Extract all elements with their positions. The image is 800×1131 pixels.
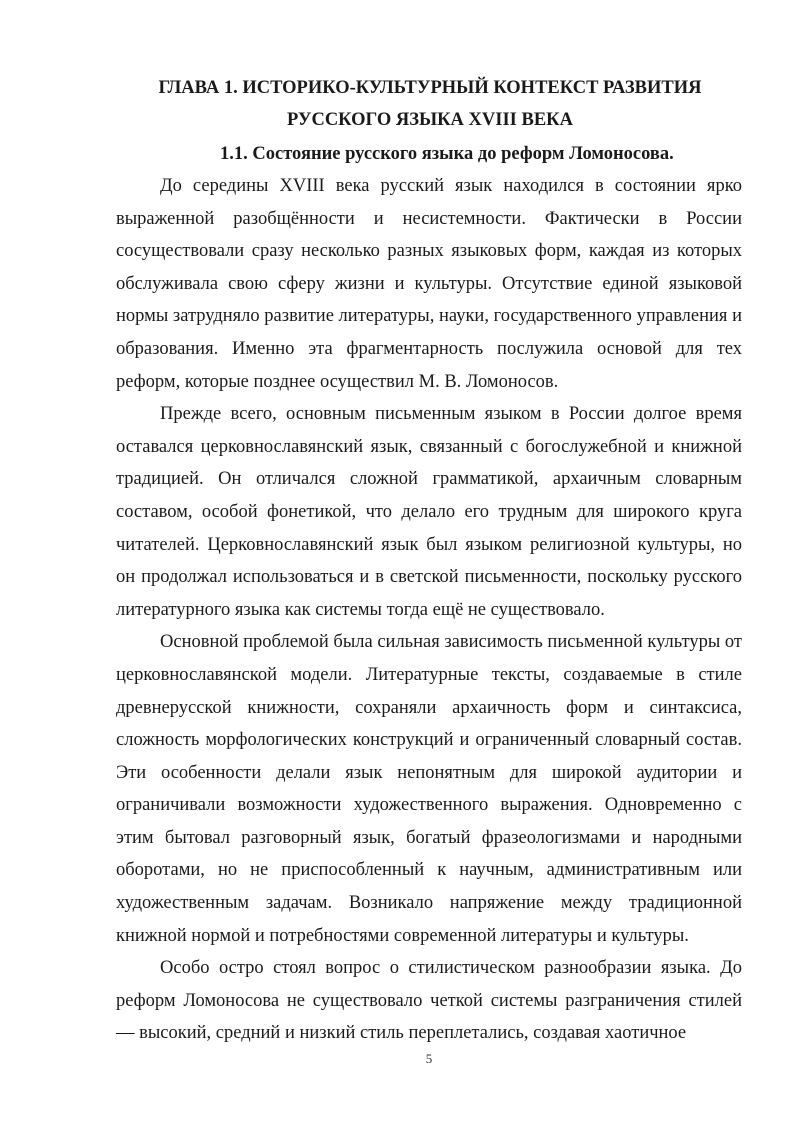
chapter-title-line-2: РУССКОГО ЯЗЫКА XVIII ВЕКА [287, 110, 573, 130]
paragraph-1: До середины XVIII века русский язык находился в состоянии ярко выраженной разобщённости и несистемности. Фактически в России сосуществовали сразу несколько разных языковых форм, каждая из которых обслуживала свою сферу жизни и культуры. Отсутствие единой языковой нормы затрудняло развитие литературы, науки, государственного управления и образования. Именно эта фрагментарность послужила основой для тех реформ, которые позднее осуществил М. В. Ломоносов. [116, 176, 742, 392]
paragraph-3: Основной проблемой была сильная зависимость письменной культуры от церковнославянской модели. Литературные тексты, создаваемые в стиле древнерусской книжности, сохраняли архаичность форм и синтаксиса, сложность морфологических конструкций и ограниченный словарный состав. Эти особенности делали язык непонятным для широкой аудитории и ограничивали возможности художественного выражения. Одновременно с этим бытовал разговорный язык, богатый фразеологизмами и народными оборотами, но не приспособленный к научным, административным или художественным задачам. Возникало напряжение между традиционной книжной нормой и потребностями современной литературы и культуры. [116, 632, 742, 946]
section-title: 1.1. Состояние русского языка до реформ Ломоносова. [220, 144, 674, 164]
paragraph-2: Прежде всего, основным письменным языком в России долгое время оставался церковнославянский язык, связанный с богослужебной и книжной традицией. Он отличался сложной грамматикой, архаичным словарным составом, особой фонетикой, что делало его трудным для широкого круга читателей. Церковнославянский язык был языком религиозной культуры, но он продолжал использоваться и в светской письменности, поскольку русского литературного языка как системы тогда ещё не существовало. [116, 404, 742, 620]
page-number: 5 [425, 1051, 433, 1066]
chapter-title-line-1: ГЛАВА 1. ИСТОРИКО-КУЛЬТУРНЫЙ КОНТЕКСТ РАЗВИТИЯ [158, 78, 702, 98]
body-text [116, 170, 742, 1050]
paragraph-4: Особо остро стоял вопрос о стилистическом разнообразии языка. До реформ Ломоносова не существовало четкой системы разграничения стилей — высокий, средний и низкий стиль переплетались, создавая хаотичное [116, 958, 742, 1044]
